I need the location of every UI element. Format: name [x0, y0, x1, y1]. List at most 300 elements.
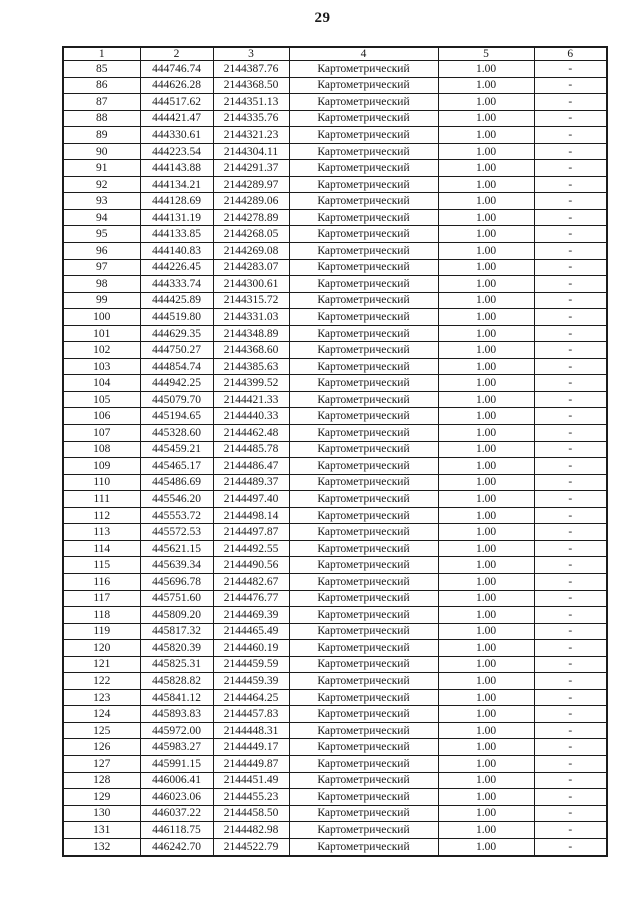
cell-precision: 1.00	[438, 656, 534, 673]
cell-coordinate-x: 445459.21	[140, 441, 213, 458]
cell-note: -	[534, 838, 607, 856]
cell-point-number: 89	[63, 127, 140, 144]
cell-precision: 1.00	[438, 540, 534, 557]
table-row	[63, 143, 607, 160]
table-row	[63, 243, 607, 260]
table-row	[63, 772, 607, 789]
cell-precision: 1.00	[438, 226, 534, 243]
table-row	[63, 259, 607, 276]
cell-point-number: 98	[63, 276, 140, 293]
cell-precision: 1.00	[438, 408, 534, 425]
cell-point-number: 107	[63, 425, 140, 442]
cell-coordinate-x: 445817.32	[140, 623, 213, 640]
cell-coordinate-y: 2144321.23	[213, 127, 289, 144]
cell-coordinate-y: 2144335.76	[213, 110, 289, 127]
cell-method: Картометрический	[289, 61, 438, 78]
cell-precision: 1.00	[438, 623, 534, 640]
cell-note: -	[534, 441, 607, 458]
cell-note: -	[534, 789, 607, 806]
table-row	[63, 474, 607, 491]
cell-method: Картометрический	[289, 259, 438, 276]
cell-note: -	[534, 805, 607, 822]
cell-method: Картометрический	[289, 276, 438, 293]
cell-note: -	[534, 706, 607, 723]
cell-precision: 1.00	[438, 77, 534, 94]
cell-precision: 1.00	[438, 805, 534, 822]
cell-coordinate-x: 446037.22	[140, 805, 213, 822]
cell-point-number: 85	[63, 61, 140, 78]
cell-coordinate-y: 2144421.33	[213, 391, 289, 408]
column-header-5: 5	[438, 47, 534, 61]
table-row	[63, 557, 607, 574]
cell-coordinate-y: 2144315.72	[213, 292, 289, 309]
column-header-6: 6	[534, 47, 607, 61]
cell-coordinate-y: 2144459.59	[213, 656, 289, 673]
cell-precision: 1.00	[438, 127, 534, 144]
cell-note: -	[534, 607, 607, 624]
cell-coordinate-x: 444133.85	[140, 226, 213, 243]
cell-method: Картометрический	[289, 358, 438, 375]
cell-method: Картометрический	[289, 391, 438, 408]
cell-coordinate-y: 2144291.37	[213, 160, 289, 177]
cell-coordinate-y: 2144457.83	[213, 706, 289, 723]
cell-coordinate-y: 2144387.76	[213, 61, 289, 78]
cell-coordinate-y: 2144485.78	[213, 441, 289, 458]
cell-coordinate-x: 445820.39	[140, 640, 213, 657]
cell-note: -	[534, 540, 607, 557]
cell-method: Картометрический	[289, 209, 438, 226]
cell-precision: 1.00	[438, 94, 534, 111]
cell-note: -	[534, 656, 607, 673]
cell-method: Картометрический	[289, 540, 438, 557]
cell-coordinate-x: 445893.83	[140, 706, 213, 723]
cell-note: -	[534, 425, 607, 442]
cell-precision: 1.00	[438, 524, 534, 541]
cell-coordinate-x: 446118.75	[140, 822, 213, 839]
table-row	[63, 507, 607, 524]
cell-point-number: 91	[63, 160, 140, 177]
cell-precision: 1.00	[438, 425, 534, 442]
cell-method: Картометрический	[289, 425, 438, 442]
cell-coordinate-y: 2144482.98	[213, 822, 289, 839]
cell-coordinate-x: 444333.74	[140, 276, 213, 293]
cell-coordinate-x: 445751.60	[140, 590, 213, 607]
cell-point-number: 116	[63, 573, 140, 590]
cell-coordinate-x: 445983.27	[140, 739, 213, 756]
cell-coordinate-x: 444223.54	[140, 143, 213, 160]
cell-note: -	[534, 722, 607, 739]
cell-note: -	[534, 193, 607, 210]
cell-method: Картометрический	[289, 755, 438, 772]
cell-coordinate-y: 2144399.52	[213, 375, 289, 392]
cell-point-number: 132	[63, 838, 140, 856]
cell-note: -	[534, 342, 607, 359]
table-row	[63, 325, 607, 342]
cell-coordinate-x: 444750.27	[140, 342, 213, 359]
cell-precision: 1.00	[438, 673, 534, 690]
table-row	[63, 425, 607, 442]
table-row	[63, 540, 607, 557]
cell-coordinate-x: 446242.70	[140, 838, 213, 856]
cell-coordinate-y: 2144451.49	[213, 772, 289, 789]
cell-precision: 1.00	[438, 441, 534, 458]
cell-coordinate-y: 2144497.87	[213, 524, 289, 541]
cell-point-number: 114	[63, 540, 140, 557]
cell-point-number: 104	[63, 375, 140, 392]
table-row	[63, 722, 607, 739]
cell-coordinate-x: 445991.15	[140, 755, 213, 772]
cell-coordinate-y: 2144492.55	[213, 540, 289, 557]
cell-coordinate-y: 2144476.77	[213, 590, 289, 607]
cell-point-number: 130	[63, 805, 140, 822]
cell-method: Картометрический	[289, 441, 438, 458]
cell-coordinate-x: 444854.74	[140, 358, 213, 375]
cell-point-number: 111	[63, 491, 140, 508]
cell-precision: 1.00	[438, 607, 534, 624]
cell-note: -	[534, 673, 607, 690]
table-row	[63, 706, 607, 723]
cell-precision: 1.00	[438, 143, 534, 160]
cell-precision: 1.00	[438, 243, 534, 260]
cell-method: Картометрический	[289, 805, 438, 822]
cell-coordinate-y: 2144351.13	[213, 94, 289, 111]
table-row	[63, 607, 607, 624]
cell-method: Картометрический	[289, 590, 438, 607]
cell-point-number: 112	[63, 507, 140, 524]
cell-coordinate-x: 445194.65	[140, 408, 213, 425]
cell-precision: 1.00	[438, 259, 534, 276]
cell-coordinate-y: 2144449.17	[213, 739, 289, 756]
cell-precision: 1.00	[438, 689, 534, 706]
cell-coordinate-y: 2144486.47	[213, 458, 289, 475]
cell-note: -	[534, 507, 607, 524]
table-row	[63, 375, 607, 392]
table-header-row	[63, 47, 607, 61]
cell-note: -	[534, 276, 607, 293]
cell-coordinate-y: 2144269.08	[213, 243, 289, 260]
table-row	[63, 276, 607, 293]
cell-point-number: 124	[63, 706, 140, 723]
cell-note: -	[534, 160, 607, 177]
cell-method: Картометрический	[289, 143, 438, 160]
table-row	[63, 590, 607, 607]
cell-precision: 1.00	[438, 110, 534, 127]
cell-coordinate-x: 444134.21	[140, 176, 213, 193]
cell-precision: 1.00	[438, 772, 534, 789]
cell-coordinate-x: 444131.19	[140, 209, 213, 226]
cell-method: Картометрический	[289, 226, 438, 243]
cell-precision: 1.00	[438, 822, 534, 839]
cell-method: Картометрический	[289, 160, 438, 177]
cell-coordinate-y: 2144448.31	[213, 722, 289, 739]
cell-method: Картометрический	[289, 557, 438, 574]
cell-coordinate-y: 2144465.49	[213, 623, 289, 640]
cell-coordinate-x: 444226.45	[140, 259, 213, 276]
cell-note: -	[534, 391, 607, 408]
cell-point-number: 94	[63, 209, 140, 226]
cell-note: -	[534, 822, 607, 839]
cell-coordinate-x: 446023.06	[140, 789, 213, 806]
table-row	[63, 209, 607, 226]
cell-coordinate-x: 445572.53	[140, 524, 213, 541]
cell-point-number: 93	[63, 193, 140, 210]
cell-coordinate-x: 444330.61	[140, 127, 213, 144]
cell-coordinate-x: 444746.74	[140, 61, 213, 78]
cell-point-number: 120	[63, 640, 140, 657]
cell-coordinate-x: 445328.60	[140, 425, 213, 442]
cell-method: Картометрический	[289, 77, 438, 94]
cell-coordinate-x: 445696.78	[140, 573, 213, 590]
cell-coordinate-y: 2144497.40	[213, 491, 289, 508]
cell-precision: 1.00	[438, 391, 534, 408]
table-row	[63, 673, 607, 690]
cell-precision: 1.00	[438, 292, 534, 309]
table-row	[63, 127, 607, 144]
cell-coordinate-y: 2144449.87	[213, 755, 289, 772]
cell-point-number: 96	[63, 243, 140, 260]
cell-coordinate-x: 444942.25	[140, 375, 213, 392]
cell-method: Картометрический	[289, 325, 438, 342]
cell-coordinate-x: 445828.82	[140, 673, 213, 690]
cell-point-number: 115	[63, 557, 140, 574]
cell-coordinate-x: 445809.20	[140, 607, 213, 624]
table-row	[63, 358, 607, 375]
cell-method: Картометрический	[289, 458, 438, 475]
cell-point-number: 86	[63, 77, 140, 94]
cell-precision: 1.00	[438, 193, 534, 210]
table-row	[63, 176, 607, 193]
table-row	[63, 408, 607, 425]
table-body	[63, 61, 607, 857]
cell-precision: 1.00	[438, 474, 534, 491]
table-row	[63, 110, 607, 127]
cell-coordinate-x: 445825.31	[140, 656, 213, 673]
table-row	[63, 656, 607, 673]
table-row	[63, 805, 607, 822]
cell-coordinate-y: 2144385.63	[213, 358, 289, 375]
cell-method: Картометрический	[289, 689, 438, 706]
cell-method: Картометрический	[289, 706, 438, 723]
cell-precision: 1.00	[438, 640, 534, 657]
cell-precision: 1.00	[438, 458, 534, 475]
cell-precision: 1.00	[438, 325, 534, 342]
cell-precision: 1.00	[438, 209, 534, 226]
cell-method: Картометрический	[289, 127, 438, 144]
table-row	[63, 822, 607, 839]
cell-precision: 1.00	[438, 176, 534, 193]
cell-coordinate-x: 445546.20	[140, 491, 213, 508]
cell-method: Картометрический	[289, 342, 438, 359]
cell-method: Картометрический	[289, 524, 438, 541]
cell-coordinate-y: 2144348.89	[213, 325, 289, 342]
cell-coordinate-x: 444425.89	[140, 292, 213, 309]
cell-method: Картометрический	[289, 491, 438, 508]
cell-precision: 1.00	[438, 160, 534, 177]
cell-method: Картометрический	[289, 623, 438, 640]
table-row	[63, 342, 607, 359]
cell-point-number: 105	[63, 391, 140, 408]
cell-point-number: 123	[63, 689, 140, 706]
cell-point-number: 125	[63, 722, 140, 739]
cell-note: -	[534, 755, 607, 772]
cell-precision: 1.00	[438, 491, 534, 508]
cell-method: Картометрический	[289, 309, 438, 326]
cell-method: Картометрический	[289, 640, 438, 657]
cell-precision: 1.00	[438, 557, 534, 574]
table-row	[63, 739, 607, 756]
cell-precision: 1.00	[438, 838, 534, 856]
cell-point-number: 103	[63, 358, 140, 375]
cell-coordinate-y: 2144331.03	[213, 309, 289, 326]
cell-note: -	[534, 739, 607, 756]
cell-note: -	[534, 640, 607, 657]
cell-note: -	[534, 524, 607, 541]
cell-note: -	[534, 176, 607, 193]
cell-coordinate-y: 2144368.50	[213, 77, 289, 94]
page-number: 29	[314, 10, 331, 26]
cell-coordinate-y: 2144460.19	[213, 640, 289, 657]
table-row	[63, 391, 607, 408]
cell-point-number: 119	[63, 623, 140, 640]
cell-point-number: 122	[63, 673, 140, 690]
cell-coordinate-x: 444421.47	[140, 110, 213, 127]
cell-point-number: 102	[63, 342, 140, 359]
cell-note: -	[534, 623, 607, 640]
cell-coordinate-y: 2144304.11	[213, 143, 289, 160]
table-row	[63, 573, 607, 590]
cell-coordinate-x: 445621.15	[140, 540, 213, 557]
cell-precision: 1.00	[438, 309, 534, 326]
table-row	[63, 491, 607, 508]
cell-method: Картометрический	[289, 822, 438, 839]
cell-note: -	[534, 292, 607, 309]
cell-note: -	[534, 358, 607, 375]
cell-coordinate-y: 2144489.37	[213, 474, 289, 491]
cell-precision: 1.00	[438, 573, 534, 590]
cell-coordinate-x: 444519.80	[140, 309, 213, 326]
cell-point-number: 87	[63, 94, 140, 111]
cell-method: Картометрический	[289, 292, 438, 309]
table-row	[63, 309, 607, 326]
cell-coordinate-y: 2144283.07	[213, 259, 289, 276]
table-row	[63, 193, 607, 210]
cell-precision: 1.00	[438, 789, 534, 806]
table-row	[63, 838, 607, 856]
table-row	[63, 458, 607, 475]
cell-note: -	[534, 110, 607, 127]
table-row	[63, 61, 607, 78]
cell-method: Картометрический	[289, 375, 438, 392]
cell-point-number: 95	[63, 226, 140, 243]
cell-note: -	[534, 491, 607, 508]
cell-method: Картометрический	[289, 176, 438, 193]
cell-point-number: 106	[63, 408, 140, 425]
cell-point-number: 109	[63, 458, 140, 475]
cell-note: -	[534, 259, 607, 276]
table-row	[63, 689, 607, 706]
cell-coordinate-y: 2144464.25	[213, 689, 289, 706]
cell-coordinate-x: 445841.12	[140, 689, 213, 706]
cell-method: Картометрический	[289, 94, 438, 111]
cell-note: -	[534, 557, 607, 574]
cell-coordinate-x: 445553.72	[140, 507, 213, 524]
table-row	[63, 524, 607, 541]
cell-method: Картометрический	[289, 243, 438, 260]
cell-coordinate-y: 2144469.39	[213, 607, 289, 624]
cell-note: -	[534, 689, 607, 706]
cell-coordinate-y: 2144368.60	[213, 342, 289, 359]
cell-note: -	[534, 772, 607, 789]
table-row	[63, 640, 607, 657]
cell-note: -	[534, 61, 607, 78]
cell-precision: 1.00	[438, 342, 534, 359]
cell-method: Картометрический	[289, 772, 438, 789]
cell-coordinate-y: 2144289.97	[213, 176, 289, 193]
cell-note: -	[534, 590, 607, 607]
cell-note: -	[534, 94, 607, 111]
column-header-2: 2	[140, 47, 213, 61]
cell-method: Картометрический	[289, 722, 438, 739]
cell-coordinate-x: 445079.70	[140, 391, 213, 408]
cell-point-number: 129	[63, 789, 140, 806]
cell-method: Картометрический	[289, 656, 438, 673]
cell-method: Картометрический	[289, 789, 438, 806]
cell-method: Картометрический	[289, 474, 438, 491]
cell-point-number: 121	[63, 656, 140, 673]
cell-point-number: 126	[63, 739, 140, 756]
cell-coordinate-y: 2144300.61	[213, 276, 289, 293]
cell-coordinate-x: 445972.00	[140, 722, 213, 739]
cell-point-number: 100	[63, 309, 140, 326]
cell-point-number: 118	[63, 607, 140, 624]
cell-precision: 1.00	[438, 358, 534, 375]
cell-coordinate-x: 444517.62	[140, 94, 213, 111]
cell-method: Картометрический	[289, 838, 438, 856]
cell-point-number: 90	[63, 143, 140, 160]
cell-coordinate-x: 444629.35	[140, 325, 213, 342]
cell-note: -	[534, 209, 607, 226]
cell-coordinate-y: 2144459.39	[213, 673, 289, 690]
cell-coordinate-y: 2144522.79	[213, 838, 289, 856]
coordinates-table	[62, 46, 608, 857]
cell-precision: 1.00	[438, 706, 534, 723]
cell-point-number: 127	[63, 755, 140, 772]
cell-method: Картометрический	[289, 110, 438, 127]
cell-note: -	[534, 143, 607, 160]
cell-note: -	[534, 458, 607, 475]
cell-coordinate-y: 2144498.14	[213, 507, 289, 524]
cell-coordinate-y: 2144289.06	[213, 193, 289, 210]
cell-coordinate-x: 444143.88	[140, 160, 213, 177]
cell-note: -	[534, 474, 607, 491]
table-row	[63, 94, 607, 111]
cell-coordinate-x: 444140.83	[140, 243, 213, 260]
cell-note: -	[534, 573, 607, 590]
table-row	[63, 77, 607, 94]
column-header-4: 4	[289, 47, 438, 61]
cell-point-number: 128	[63, 772, 140, 789]
cell-coordinate-y: 2144440.33	[213, 408, 289, 425]
cell-precision: 1.00	[438, 276, 534, 293]
cell-point-number: 99	[63, 292, 140, 309]
table-row	[63, 292, 607, 309]
cell-note: -	[534, 226, 607, 243]
table-row	[63, 441, 607, 458]
cell-coordinate-y: 2144482.67	[213, 573, 289, 590]
cell-precision: 1.00	[438, 375, 534, 392]
table-row	[63, 755, 607, 772]
cell-precision: 1.00	[438, 722, 534, 739]
